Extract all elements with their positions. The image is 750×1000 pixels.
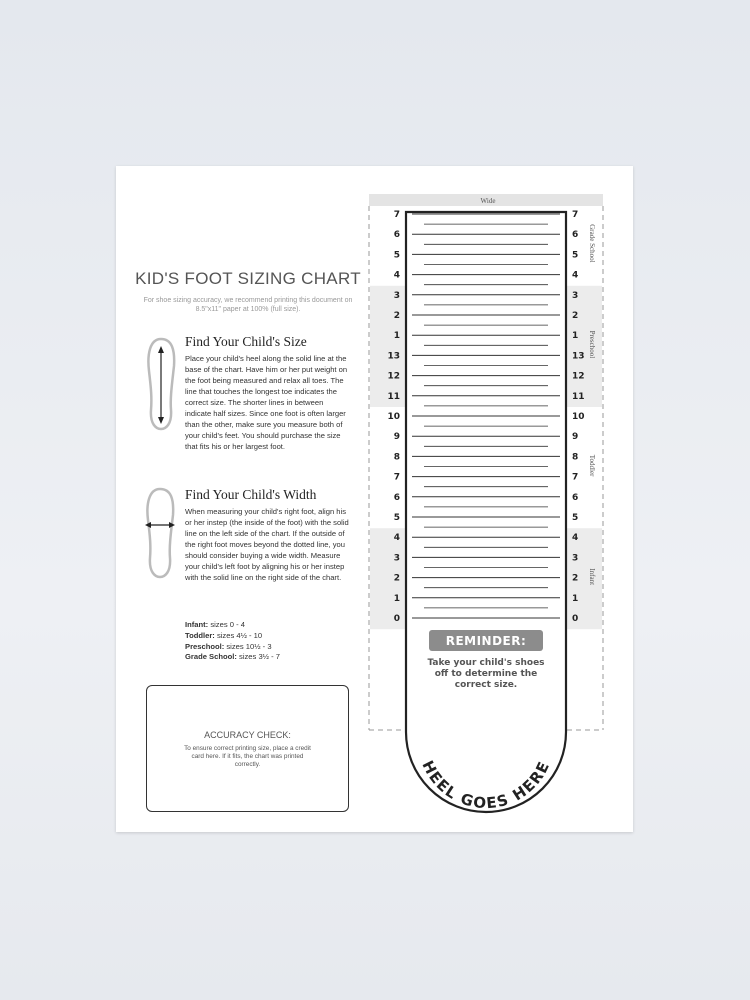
- size-number-left-5: 2: [393, 311, 400, 321]
- print-note: For shoe sizing accuracy, we recommend printing this document on 8.5"x11" paper at 100% (full size).: [143, 297, 353, 313]
- size-number-left-14: 6: [393, 492, 400, 503]
- size-number-left-17: 3: [393, 553, 400, 564]
- size-range-preschool: Preschool: sizes 10½ - 3: [185, 641, 272, 651]
- category-label-3: Infant: [588, 568, 596, 586]
- size-number-right-8: 12: [572, 371, 585, 382]
- size-number-right-4: 3: [572, 290, 579, 301]
- size-number-left-2: 5: [393, 250, 400, 261]
- size-number-right-3: 4: [572, 270, 579, 281]
- size-number-right-16: 4: [572, 533, 579, 544]
- size-number-right-10: 10: [572, 412, 585, 422]
- size-ranges: [185, 620, 280, 663]
- category-label-1: Preschool: [588, 330, 596, 359]
- find-size-heading: Find Your Child's Size: [185, 334, 307, 349]
- category-label-2: Toddler: [588, 454, 596, 477]
- category-label-0: Grade School: [588, 224, 596, 263]
- size-number-left-6: 1: [393, 331, 400, 342]
- size-number-right-0: 7: [572, 210, 579, 220]
- size-number-right-20: 0: [572, 614, 579, 624]
- size-number-left-4: 3: [393, 290, 400, 301]
- reminder-label: REMINDER:: [445, 634, 527, 648]
- size-range-grade-school: Grade School: sizes 3½ - 7: [185, 652, 280, 662]
- foot-width-icon: [142, 486, 178, 580]
- reminder-text-line-3: correct size.: [454, 680, 518, 690]
- size-number-left-8: 12: [387, 371, 400, 382]
- size-number-right-14: 6: [572, 492, 579, 503]
- reminder-text-line-2: off to determine the: [434, 669, 538, 679]
- size-number-right-5: 2: [572, 311, 579, 321]
- find-size-text: Place your child's heel along the solid line at the base of the chart. Have him or her put weight on the foot being measured and relax all toes. The line that touches the longest toe indicates the correct size. The shorter lines in between indicate half sizes. Since one foot is often larger than the other, make sure you measure both of your child's feet. You should purchase the size that fits his or her largest foot.: [185, 354, 348, 451]
- size-number-left-10: 10: [387, 412, 400, 422]
- size-number-right-15: 5: [572, 513, 579, 523]
- foot-ruler-chart: [366, 192, 606, 822]
- size-number-right-13: 7: [572, 472, 579, 483]
- size-number-right-11: 9: [572, 432, 579, 443]
- size-number-right-18: 2: [572, 573, 579, 584]
- size-number-left-20: 0: [393, 614, 400, 624]
- size-range-toddler: Toddler: sizes 4½ - 10: [185, 630, 263, 640]
- foot-outline: [406, 212, 566, 812]
- accuracy-check-title: ACCURACY CHECK:: [204, 730, 291, 740]
- size-number-left-12: 8: [393, 452, 400, 463]
- size-number-left-7: 13: [387, 351, 400, 362]
- size-number-left-3: 4: [393, 270, 400, 281]
- size-number-left-16: 4: [393, 533, 400, 544]
- find-width-text: When measuring your child's right foot, align his or her instep (the inside of the foot) with the solid line on the left side of the chart. If the outside of the right foot moves beyond the dotted line, you should consider buying a wide width. Measure your child's left foot by aligning his or her instep with the solid line on the right side of the chart.: [185, 507, 349, 582]
- wide-label: Wide: [480, 197, 496, 205]
- reminder-text-line-1: Take your child's shoes: [427, 658, 545, 668]
- size-number-left-1: 6: [393, 230, 400, 241]
- size-number-left-18: 2: [393, 573, 400, 584]
- foot-length-icon: [144, 336, 178, 432]
- find-width-heading: Find Your Child's Width: [185, 487, 317, 502]
- size-number-right-1: 6: [572, 230, 579, 241]
- page-title: KID'S FOOT SIZING CHART: [135, 269, 361, 288]
- size-number-right-12: 8: [572, 452, 579, 463]
- size-number-left-9: 11: [387, 391, 400, 402]
- size-number-left-15: 5: [393, 513, 400, 523]
- size-range-infant: Infant: sizes 0 - 4: [185, 620, 245, 629]
- size-number-left-0: 7: [393, 210, 400, 220]
- size-number-right-19: 1: [572, 593, 579, 604]
- size-number-right-2: 5: [572, 250, 579, 261]
- size-number-right-7: 13: [572, 351, 585, 362]
- heel-goes-here-text: HEEL GOES HERE: [418, 757, 554, 813]
- size-number-right-9: 11: [572, 391, 585, 402]
- size-number-left-11: 9: [393, 432, 400, 443]
- accuracy-check-text: To ensure correct printing size, place a credit card here. If it fits, the chart was printed correctly.: [184, 745, 311, 768]
- accuracy-check-box: [146, 685, 349, 812]
- size-number-left-13: 7: [393, 472, 400, 483]
- size-number-right-6: 1: [572, 331, 579, 342]
- size-number-left-19: 1: [393, 593, 400, 604]
- size-number-right-17: 3: [572, 553, 579, 564]
